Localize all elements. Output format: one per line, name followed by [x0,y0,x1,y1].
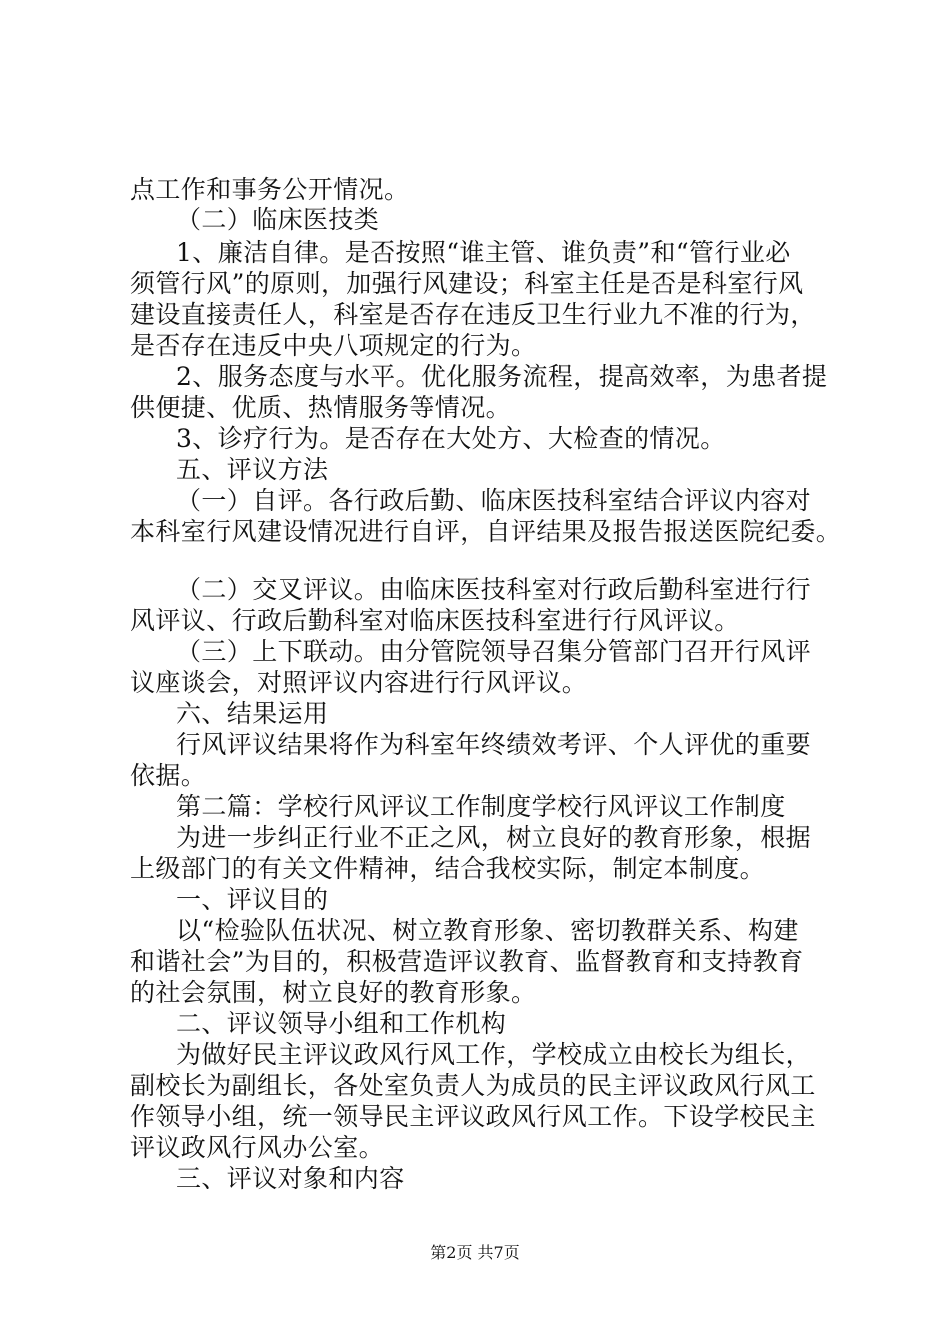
text-line: 建设直接责任人，科室是否存在违反卫生行业九不准的行为， [130,300,816,329]
text-line: （三）上下联动。由分管院领导召集分管部门召开行风评 [176,637,812,666]
text-line: 评议政风行风办公室。 [130,1133,385,1162]
text-line: 作领导小组，统一领导民主评议政风行风工作。下设学校民主 [130,1102,816,1131]
text-line: 1、廉洁自律。是否按照“谁主管、谁负责”和“管行业必 [176,238,791,267]
text-line: 为进一步纠正行业不正之风，树立良好的教育形象，根据 [176,823,812,852]
text-line: 三、评议对象和内容 [176,1164,405,1193]
page-number: 第2页 共7页 [430,1243,520,1262]
text-line: 和谐社会”为目的，积极营造评议教育、监督教育和支持教育 [130,947,804,976]
text-line: 第二篇：学校行风评议工作制度学校行风评议工作制度 [176,792,786,821]
text-line: （二）临床医技类 [176,205,380,234]
text-line: 行风评议结果将作为科室年终绩效考评、个人评优的重要 [176,730,812,759]
text-line: 须管行风”的原则，加强行风建设；科室主任是否是科室行风 [130,269,804,298]
text-line: 以“检验队伍状况、树立教育形象、密切教群关系、构建 [176,916,799,945]
text-line: 五、评议方法 [176,455,329,484]
text-line: 2、服务态度与水平。优化服务流程，提高效率，为患者提 [176,362,828,391]
text-line: 依据。 [130,761,207,790]
text-line: （二）交叉评议。由临床医技科室对行政后勤科室进行行 [176,575,812,604]
text-line: 副校长为副组长，各处室负责人为成员的民主评议政风行风工 [130,1071,816,1100]
text-line: 点工作和事务公开情况。 [130,175,410,204]
text-line: （一）自评。各行政后勤、临床医技科室结合评议内容对 [176,486,812,515]
text-line: 为做好民主评议政风行风工作，学校成立由校长为组长， [176,1040,812,1069]
text-line: 供便捷、优质、热情服务等情况。 [130,393,512,422]
text-line: 六、结果运用 [176,699,329,728]
text-line: 本科室行风建设情况进行自评，自评结果及报告报送医院纪委。 [130,517,842,546]
text-line: 二、评议领导小组和工作机构 [176,1009,507,1038]
text-line: 是否存在违反中央八项规定的行为。 [130,331,537,360]
text-line: 风评议、行政后勤科室对临床医技科室进行行风评议。 [130,606,740,635]
text-line: 一、评议目的 [176,885,329,914]
text-line: 3、诊疗行为。是否存在大处方、大检查的情况。 [176,424,726,453]
text-line: 上级部门的有关文件精神，结合我校实际，制定本制度。 [130,854,766,883]
text-line: 议座谈会，对照评议内容进行行风评议。 [130,668,588,697]
text-line: 的社会氛围，树立良好的教育形象。 [130,978,537,1007]
